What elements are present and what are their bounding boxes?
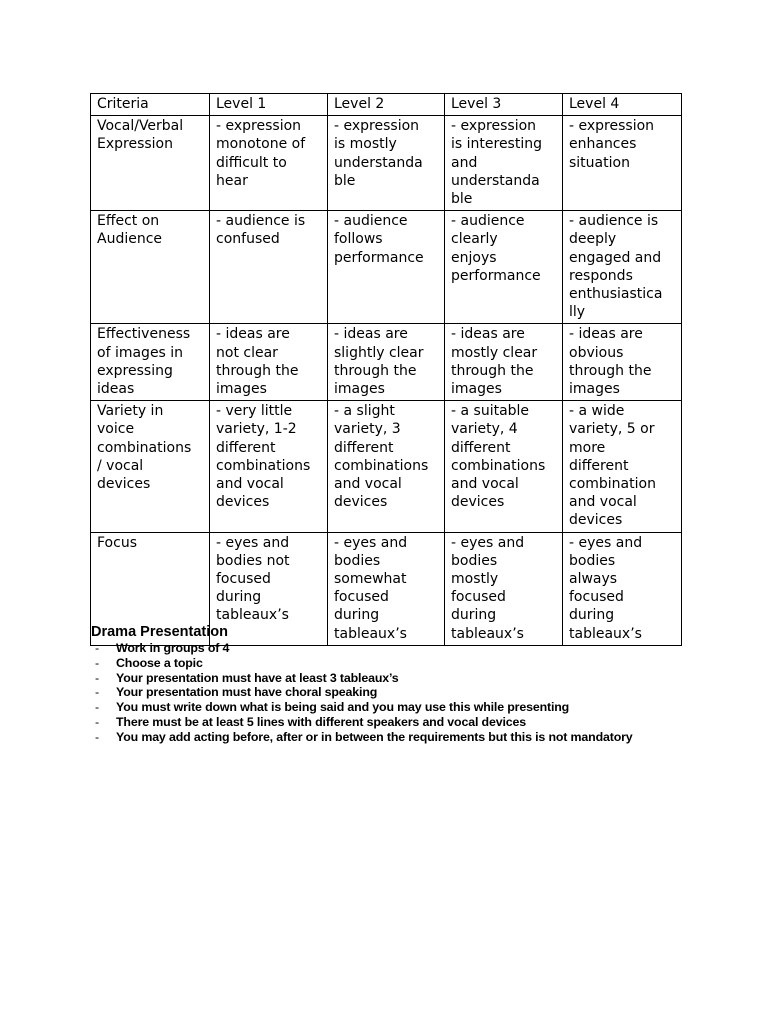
requirement-text: There must be at least 5 lines with different speakers and vocal devices xyxy=(116,714,526,729)
requirement-text: Choose a topic xyxy=(116,655,203,670)
bullet-dash: - xyxy=(95,685,99,700)
header-level-2: Level 2 xyxy=(328,94,445,116)
header-level-1: Level 1 xyxy=(210,94,328,116)
level-cell: - ideas are obvious through the images xyxy=(563,324,682,401)
requirements-list xyxy=(91,641,691,745)
level-cell: - expression is interesting and understanda ble xyxy=(445,116,563,211)
rubric-table xyxy=(90,93,682,646)
table-row xyxy=(91,324,682,401)
bullet-dash: - xyxy=(95,641,99,655)
level-cell: - audience is deeply engaged and responds enthusiastica lly xyxy=(563,211,682,324)
table-row xyxy=(91,116,682,211)
level-cell: - a slight variety, 3 different combinations and vocal devices xyxy=(328,401,445,532)
criterion-cell: Focus xyxy=(91,532,210,645)
level-cell: - expression monotone of difficult to hear xyxy=(210,116,328,211)
bullet-dash: - xyxy=(95,655,99,670)
list-item xyxy=(91,685,691,700)
requirement-text: You may add acting before, after or in between the requirements but this is not mandatory xyxy=(116,729,633,744)
list-item xyxy=(91,730,691,745)
level-cell: - eyes and bodies somewhat focused during tableaux’s xyxy=(328,532,445,645)
list-item xyxy=(91,656,691,671)
bullet-dash: - xyxy=(95,700,99,715)
table-row xyxy=(91,401,682,532)
requirement-text: Your presentation must have at least 3 tableaux’s xyxy=(116,670,399,685)
bullet-dash: - xyxy=(95,729,99,744)
level-cell: - expression is mostly understanda ble xyxy=(328,116,445,211)
section-title: Drama Presentation xyxy=(91,624,228,640)
header-criteria: Criteria xyxy=(91,94,210,116)
table-header-row xyxy=(91,94,682,116)
criterion-cell: Vocal/Verbal Expression xyxy=(91,116,210,211)
level-cell: - a suitable variety, 4 different combinations and vocal devices xyxy=(445,401,563,532)
list-item xyxy=(91,715,691,730)
requirement-text: Your presentation must have choral speaking xyxy=(116,685,378,700)
level-cell: - audience clearly enjoys performance xyxy=(445,211,563,324)
bullet-dash: - xyxy=(95,670,99,685)
criterion-cell: Effectiveness of images in expressing ideas xyxy=(91,324,210,401)
level-cell: - eyes and bodies not focused during tableaux’s xyxy=(210,532,328,645)
criterion-cell: Effect on Audience xyxy=(91,211,210,324)
header-level-4: Level 4 xyxy=(563,94,682,116)
level-cell: - eyes and bodies mostly focused during tableaux’s xyxy=(445,532,563,645)
list-item xyxy=(91,641,691,656)
requirement-text: Work in groups of 4 xyxy=(116,641,230,655)
level-cell: - audience is confused xyxy=(210,211,328,324)
level-cell: - ideas are slightly clear through the images xyxy=(328,324,445,401)
level-cell: - a wide variety, 5 or more different combination and vocal devices xyxy=(563,401,682,532)
list-item xyxy=(91,671,691,686)
bullet-dash: - xyxy=(95,714,99,729)
list-item xyxy=(91,700,691,715)
level-cell: - expression enhances situation xyxy=(563,116,682,211)
level-cell: - audience follows performance xyxy=(328,211,445,324)
table-row xyxy=(91,211,682,324)
criterion-cell: Variety in voice combinations / vocal devices xyxy=(91,401,210,532)
drama-presentation-section xyxy=(91,624,691,745)
level-cell: - ideas are not clear through the images xyxy=(210,324,328,401)
header-level-3: Level 3 xyxy=(445,94,563,116)
requirement-text: You must write down what is being said and you may use this while presenting xyxy=(116,700,570,715)
level-cell: - eyes and bodies always focused during tableaux’s xyxy=(563,532,682,645)
level-cell: - very little variety, 1-2 different combinations and vocal devices xyxy=(210,401,328,532)
level-cell: - ideas are mostly clear through the images xyxy=(445,324,563,401)
